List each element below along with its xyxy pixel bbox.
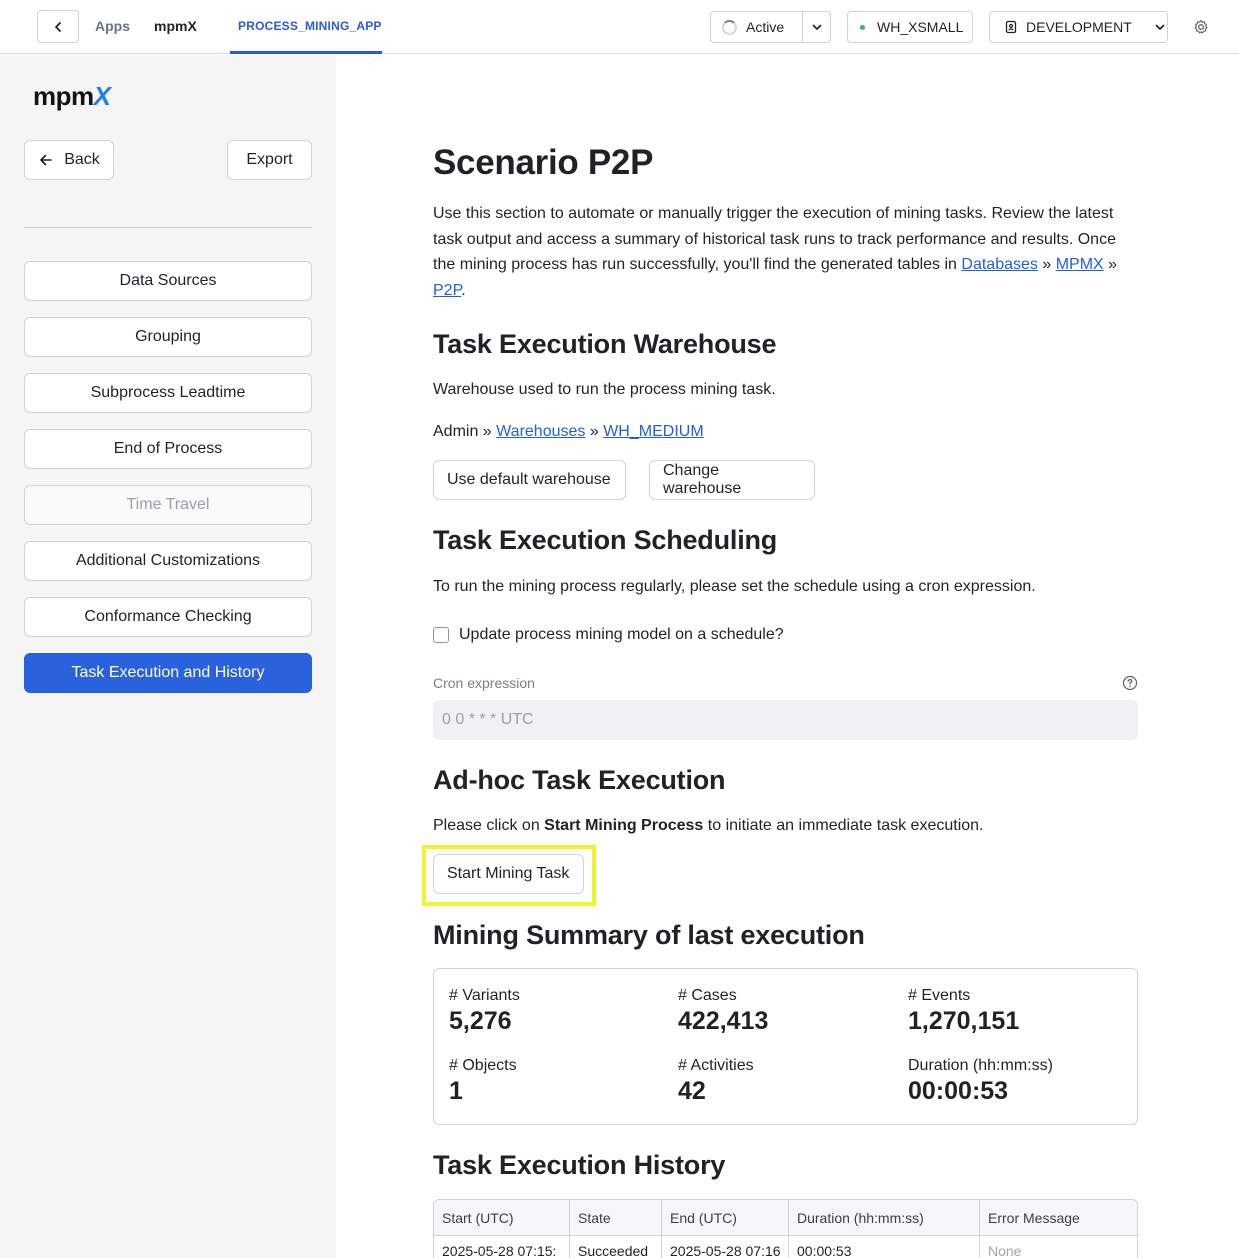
breadcrumb-apps[interactable]: Apps [95, 18, 130, 34]
table-cell: Succeeded [570, 1236, 662, 1258]
wh-medium-link[interactable]: WH_MEDIUM [603, 423, 704, 440]
help-icon[interactable] [1122, 675, 1138, 691]
intro-end: . [461, 281, 466, 299]
schedule-checkbox-label[interactable]: Update process mining model on a schedule? [459, 626, 784, 643]
history-heading: Task Execution History [433, 1150, 726, 1180]
column-header[interactable]: End (UTC) [662, 1200, 789, 1235]
chevron-left-icon [52, 21, 64, 33]
sidebar-item-additional-customizations[interactable]: Additional Customizations [24, 541, 312, 581]
sidebar-item-task-execution-and-history[interactable]: Task Execution and History [24, 653, 312, 693]
spinner-icon [722, 20, 737, 35]
table-cell: 00:00:53 [789, 1236, 980, 1258]
stat-cases [678, 987, 768, 1036]
cron-expression-label: Cron expression [433, 675, 535, 691]
stat-value: 1 [449, 1077, 463, 1105]
p2p-link[interactable]: P2P [433, 281, 462, 299]
stat-label: # Objects [449, 1057, 517, 1074]
stat-value: 5,276 [449, 1007, 512, 1035]
chevron-down-icon [811, 21, 823, 33]
cron-expression-input[interactable]: 0 0 * * * UTC [433, 700, 1138, 740]
sidebar-item-end-of-process[interactable]: End of Process [24, 429, 312, 469]
sidebar-item-subprocess-leadtime[interactable]: Subprocess Leadtime [24, 373, 312, 413]
status-label: Active [746, 19, 785, 35]
stat-label: # Cases [678, 987, 737, 1004]
tab-process-mining-app[interactable]: PROCESS_MINING_APP [238, 19, 382, 33]
column-header[interactable]: Start (UTC) [434, 1200, 570, 1235]
adhoc-description [433, 813, 983, 839]
export-button[interactable]: Export [227, 140, 312, 180]
mining-summary-card [433, 968, 1138, 1125]
adhoc-description-suffix: to initiate an immediate task execution. [707, 817, 984, 834]
stat-activities [678, 1057, 754, 1106]
warehouses-link[interactable]: Warehouses [496, 423, 586, 440]
table-cell: None [988, 1243, 1022, 1258]
status-dot-icon [860, 25, 865, 30]
active-tab-indicator [230, 51, 382, 54]
warehouse-path [433, 419, 704, 445]
table-row[interactable] [434, 1236, 1137, 1258]
stat-label: Duration (hh:mm:ss) [908, 1057, 1053, 1074]
logo-text: mpm [33, 81, 94, 111]
app-status-control [710, 11, 831, 43]
stat-objects [449, 1057, 517, 1106]
column-header[interactable]: Duration (hh:mm:ss) [789, 1200, 980, 1235]
sidebar [0, 55, 336, 1258]
change-warehouse-button[interactable]: Change warehouse [649, 460, 815, 500]
databases-link[interactable]: Databases [961, 256, 1038, 273]
scheduling-heading: Task Execution Scheduling [433, 525, 778, 555]
sidebar-divider [24, 227, 312, 228]
table-cell: 2025-05-28 07:15: [434, 1236, 570, 1258]
stat-events [908, 987, 1019, 1036]
stat-value: 1,270,151 [908, 1007, 1020, 1035]
intro-text: Use this section to automate or manually trigger the execution of mining tasks. Review the latest task output and access a summary of historical task runs to track performance and results. Once the mining process has run successfully, you'll find the generated tables in [433, 205, 1116, 273]
top-bar [0, 0, 1239, 54]
schedule-checkbox-row[interactable] [433, 626, 784, 644]
intro-paragraph [433, 201, 1138, 303]
environment-label: DEVELOPMENT [1026, 19, 1132, 35]
breadcrumb-app-name[interactable]: mpmX [154, 18, 197, 34]
stat-label: # Variants [449, 987, 520, 1004]
status-dropdown-button[interactable] [803, 12, 830, 42]
back-button[interactable] [24, 140, 114, 180]
page-title: Scenario P2P [433, 143, 654, 182]
id-badge-icon [1004, 20, 1018, 34]
summary-heading: Mining Summary of last execution [433, 920, 865, 950]
warehouse-heading: Task Execution Warehouse [433, 329, 777, 359]
stat-variants [449, 987, 520, 1036]
adhoc-heading: Ad-hoc Task Execution [433, 765, 726, 795]
mpmx-link[interactable]: MPMX [1055, 256, 1104, 273]
adhoc-description-bold: Start Mining Process [544, 817, 704, 834]
column-header[interactable]: Error Message [988, 1209, 1080, 1226]
arrow-left-icon [38, 152, 54, 168]
stat-value: 42 [678, 1077, 706, 1105]
sidebar-item-data-sources[interactable]: Data Sources [24, 261, 312, 301]
sidebar-item-time-travel: Time Travel [24, 485, 312, 525]
scheduling-description: To run the mining process regularly, please set the schedule using a cron expression. [433, 578, 1036, 595]
stat-duration [908, 1057, 1053, 1106]
intro-separator: » [1042, 256, 1052, 273]
settings-button[interactable] [1190, 16, 1212, 38]
table-header [434, 1200, 1137, 1236]
stat-label: # Events [908, 987, 971, 1004]
sidebar-item-conformance-checking[interactable]: Conformance Checking [24, 597, 312, 637]
stat-value: 00:00:53 [908, 1077, 1009, 1105]
chevron-down-icon [1154, 21, 1166, 33]
warehouse-path-separator: » [589, 423, 599, 440]
logo [33, 81, 110, 112]
adhoc-description-prefix: Please click on [433, 817, 540, 834]
warehouse-selector[interactable] [847, 11, 973, 43]
warehouse-label: WH_XSMALL [877, 19, 964, 35]
use-default-warehouse-button[interactable]: Use default warehouse [433, 460, 626, 500]
environment-selector[interactable] [989, 11, 1168, 43]
stat-label: # Activities [678, 1057, 754, 1074]
sidebar-item-grouping[interactable]: Grouping [24, 317, 312, 357]
column-header[interactable]: State [570, 1200, 662, 1235]
stat-value: 422,413 [678, 1007, 769, 1035]
gear-icon [1193, 19, 1209, 35]
nav-back-button[interactable] [37, 10, 79, 43]
intro-separator: » [1108, 256, 1118, 273]
logo-accent: X [93, 81, 111, 111]
schedule-checkbox[interactable] [433, 627, 449, 643]
status-button[interactable] [711, 12, 803, 42]
warehouse-description: Warehouse used to run the process mining task. [433, 381, 776, 398]
back-label: Back [64, 151, 100, 168]
start-mining-task-button[interactable]: Start Mining Task [433, 854, 584, 894]
main-content [337, 55, 1239, 1258]
warehouse-path-prefix: Admin » [433, 423, 492, 440]
table-cell: 2025-05-28 07:16 [662, 1236, 789, 1258]
history-table [433, 1199, 1138, 1258]
